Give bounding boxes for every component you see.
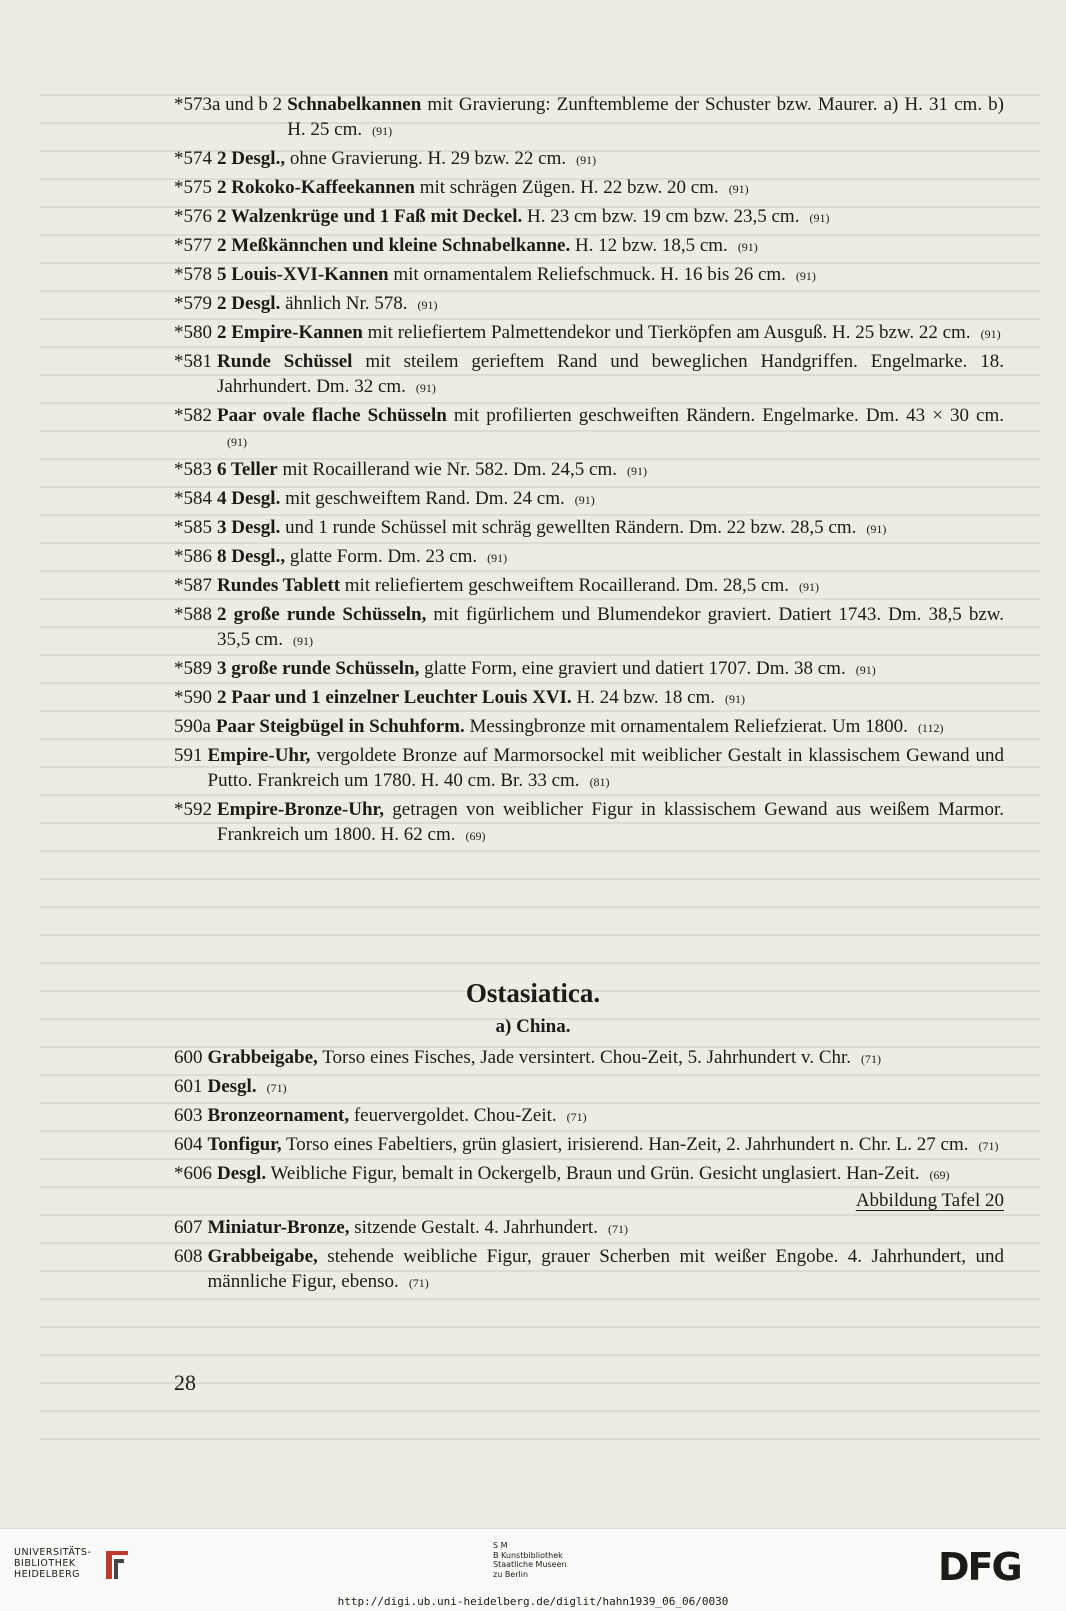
entry-title: 5 Louis-XVI-Kannen (217, 264, 389, 285)
entry-description (217, 349, 1004, 401)
catalog-entry (174, 233, 1004, 260)
entry-number: *579 (174, 293, 212, 314)
entry-title: 4 Desgl. (217, 488, 281, 509)
entry-reference: (91) (417, 298, 438, 312)
entry-text: mit reliefiertem geschweiftem Rocaillerand. Dm. 28,5 cm. (340, 575, 790, 596)
catalog-entry (174, 602, 1004, 654)
catalog-entry (174, 714, 1004, 741)
entry-description (208, 1074, 1005, 1101)
catalog-entry (174, 544, 1004, 571)
catalog-entry (174, 1161, 1004, 1213)
catalog-entry (174, 146, 1004, 173)
entry-text: stehende weibliche Figur, grauer Scherben mit weißer Engobe. 4. Jahrhundert, und männliche Figur, ebenso. (207, 1246, 1004, 1292)
entry-description (217, 320, 1004, 347)
entry-description (217, 602, 1004, 654)
plate-reference: Abbildung Tafel 20 (855, 1190, 1004, 1211)
dfg-logo[interactable]: DFG (938, 1545, 1021, 1589)
entry-description (217, 204, 1004, 231)
catalog-entry (174, 262, 1004, 289)
entry-title: 2 Paar und 1 einzelner Leuchter Louis XVI. (217, 687, 572, 708)
entry-title: Miniatur-Bronze, (207, 1217, 350, 1238)
entry-reference: (81) (589, 775, 610, 789)
entry-description (217, 656, 1004, 683)
entry-text: glatte Form. Dm. 23 cm. (285, 546, 478, 567)
catalog-entry (174, 175, 1004, 202)
center-logo-line-2: B Kunstbibliothek (493, 1550, 563, 1560)
library-line-1: UNIVERSITÄTS- (14, 1547, 92, 1558)
entry-title: Tonfigur, (207, 1134, 282, 1155)
entry-title: 2 große runde Schüsseln, (217, 604, 427, 625)
entry-reference: (91) (227, 435, 247, 449)
entry-number: 608 (174, 1246, 203, 1267)
entry-title: 3 Desgl. (217, 517, 281, 538)
entry-title: Paar Steigbügel in Schuhform. (215, 716, 465, 737)
entry-text: mit profilierten geschweiften Rändern. Engelmarke. Dm. 43 × 30 cm. (446, 405, 1004, 426)
library-line-3: HEIDELBERG (14, 1569, 81, 1580)
catalog-entries (174, 92, 1004, 851)
catalog-entry (174, 1215, 1004, 1242)
entry-number: *582 (174, 405, 212, 426)
entry-description (287, 92, 1004, 144)
catalog-entry (174, 515, 1004, 542)
entry-text: mit reliefiertem Palmettendekor und Tierköpfen am Ausguß. H. 25 bzw. 22 cm. (362, 322, 971, 343)
entry-description (217, 146, 1004, 173)
entry-description (208, 1045, 1005, 1072)
page-number: 28 (174, 1370, 196, 1395)
entry-description (208, 1244, 1005, 1296)
entry-text: vergoldete Bronze auf Marmorsockel mit weiblicher Gestalt in klassischem Gewand und Putto. Frankreich um 1780. H. 40 cm. Br. 33 cm. (207, 745, 1004, 791)
entry-reference: (91) (576, 153, 597, 167)
entry-description (217, 515, 1004, 542)
entry-text: Torso eines Fabeltiers, grün glasiert, irisierend. Han-Zeit, 2. Jahrhundert n. Chr. L. 27 cm. (281, 1134, 969, 1155)
catalog-entry (174, 1132, 1004, 1159)
entry-number: *606 (174, 1163, 212, 1184)
library-line-2: BIBLIOTHEK (14, 1558, 76, 1569)
entry-description (208, 1103, 1005, 1130)
entry-reference: (69) (929, 1168, 950, 1182)
catalog-entry (174, 92, 1004, 144)
section-title: Ostasiatica. (465, 978, 601, 1008)
entry-reference: (71) (266, 1081, 287, 1095)
entry-title: Grabbeigabe, (207, 1047, 318, 1068)
entry-text: Messingbronze mit ornamentalem Reliefzierat. Um 1800. (464, 716, 908, 737)
entry-title: 2 Meßkännchen und kleine Schnabelkanne. (217, 235, 571, 256)
catalog-entry (174, 349, 1004, 401)
entry-reference: (91) (372, 124, 393, 138)
entry-title: Paar ovale flache Schüsseln (217, 405, 447, 426)
entry-number: *580 (174, 322, 212, 343)
entry-number: *578 (174, 264, 212, 285)
entry-reference: (91) (728, 182, 749, 196)
entry-title: 8 Desgl., (217, 546, 286, 567)
entry-title: Rundes Tablett (217, 575, 341, 596)
catalog-entry (174, 204, 1004, 231)
footer-bar (0, 1528, 1066, 1611)
catalog-entry (174, 320, 1004, 347)
catalog-entry (174, 1103, 1004, 1130)
entry-description (208, 1132, 1005, 1159)
entry-text: feuervergoldet. Chou-Zeit. (349, 1105, 557, 1126)
entry-reference: (71) (978, 1139, 999, 1153)
entry-title: 2 Rokoko-Kaffeekannen (217, 177, 415, 198)
entry-text: H. 24 bzw. 18 cm. (571, 687, 716, 708)
entry-text: H. 23 cm bzw. 19 cm bzw. 23,5 cm. (522, 206, 800, 227)
kunstbibliothek-logo[interactable] (493, 1541, 567, 1579)
entry-description (217, 797, 1004, 849)
entry-reference: (91) (627, 464, 648, 478)
entry-title: Runde Schüssel (217, 351, 353, 372)
entry-title: Empire-Uhr, (207, 745, 311, 766)
catalog-entry (174, 656, 1004, 683)
entry-description (217, 573, 1004, 600)
entry-title: Schnabelkannen (287, 94, 422, 115)
entry-number: 607 (174, 1217, 203, 1238)
entry-number: *584 (174, 488, 212, 509)
entry-title: Grabbeigabe, (207, 1246, 318, 1267)
entry-text: Torso eines Fisches, Jade versintert. Chou-Zeit, 5. Jahrhundert v. Chr. (317, 1047, 852, 1068)
entry-number: 600 (174, 1047, 203, 1068)
entry-text: mit ornamentalem Reliefschmuck. H. 16 bis 26 cm. (388, 264, 786, 285)
center-logo-line-1: S M (493, 1541, 508, 1550)
entry-title: 2 Walzenkrüge und 1 Faß mit Deckel. (217, 206, 523, 227)
entry-title: 2 Desgl. (217, 293, 281, 314)
entry-reference: (91) (487, 551, 508, 565)
catalog-entry (174, 1074, 1004, 1101)
entry-reference: (91) (725, 692, 746, 706)
entry-reference: (91) (795, 269, 816, 283)
catalog-entry (174, 573, 1004, 600)
entry-text: glatte Form, eine graviert und datiert 1707. Dm. 38 cm. (419, 658, 846, 679)
entry-description (217, 403, 1004, 455)
entry-number: *583 (174, 459, 212, 480)
entry-reference: (71) (566, 1110, 587, 1124)
entry-title: 6 Teller (217, 459, 278, 480)
entry-description (208, 743, 1005, 795)
entry-number: *581 (174, 351, 212, 372)
entry-text: mit geschweiftem Rand. Dm. 24 cm. (280, 488, 565, 509)
entry-reference: (71) (408, 1276, 429, 1290)
entry-description (217, 233, 1004, 260)
catalog-entry (174, 797, 1004, 849)
entry-text: Weibliche Figur, bemalt in Ockergelb, Braun und Grün. Gesicht unglasiert. Han-Zeit. (266, 1163, 920, 1184)
entry-number: 601 (174, 1076, 203, 1097)
permalink-url[interactable]: http://digi.ub.uni-heidelberg.de/diglit/hahn1939_06_06/0030 (337, 1595, 729, 1608)
library-logo[interactable] (14, 1547, 154, 1580)
entry-text: ohne Gravierung. H. 29 bzw. 22 cm. (285, 148, 567, 169)
catalog-entry (174, 1244, 1004, 1296)
catalog-entry (174, 457, 1004, 484)
entry-text: mit steilem gerieftem Rand und beweglichen Handgriffen. Engelmarke. 18. Jahrhundert. Dm. 32 cm. (217, 351, 1004, 397)
entry-reference: (71) (607, 1222, 628, 1236)
entry-reference: (91) (415, 381, 436, 395)
entry-title: 3 große runde Schüsseln, (217, 658, 420, 679)
entry-description (217, 1161, 1004, 1213)
entry-title: Desgl. (217, 1163, 267, 1184)
entry-number: 603 (174, 1105, 203, 1126)
entry-number: *592 (174, 799, 212, 820)
catalog-entry (174, 743, 1004, 795)
entry-description (208, 1215, 1005, 1242)
entry-description (217, 457, 1004, 484)
entry-number: *573a und b 2 (174, 94, 283, 115)
entry-text: mit Rocaillerand wie Nr. 582. Dm. 24,5 cm. (277, 459, 618, 480)
entry-number: 604 (174, 1134, 203, 1155)
entry-text: mit figürlichem und Blumendekor graviert. Datiert 1743. Dm. 38,5 bzw. 35,5 cm. (217, 604, 1004, 650)
entry-number: *585 (174, 517, 212, 538)
catalog-entry (174, 403, 1004, 455)
entry-reference: (91) (574, 493, 595, 507)
entry-reference: (91) (809, 211, 830, 225)
entry-number: *586 (174, 546, 212, 567)
catalog-entries-china (174, 1045, 1004, 1298)
catalog-entry (174, 291, 1004, 318)
catalog-entry (174, 685, 1004, 712)
library-mark-icon (102, 1545, 132, 1585)
entry-description (217, 291, 1004, 318)
entry-text: getragen von weiblicher Figur in klassischem Gewand aus weißem Marmor. Frankreich um 1800. H. 62 cm. (217, 799, 1004, 845)
entry-description (217, 175, 1004, 202)
entry-reference: (71) (861, 1052, 882, 1066)
entry-text: ähnlich Nr. 578. (280, 293, 408, 314)
center-logo-line-4: zu Berlin (493, 1569, 529, 1579)
entry-reference: (91) (799, 580, 820, 594)
entry-number: 591 (174, 745, 203, 766)
entry-reference: (91) (866, 522, 887, 536)
entry-title: Desgl. (207, 1076, 257, 1097)
entry-description (217, 486, 1004, 513)
entry-number: *574 (174, 148, 212, 169)
entry-number: 590a (174, 716, 211, 737)
entry-title: 2 Empire-Kannen (217, 322, 363, 343)
entry-number: *587 (174, 575, 212, 596)
entry-description (217, 262, 1004, 289)
entry-reference: (91) (737, 240, 758, 254)
entry-description (216, 714, 1004, 741)
entry-reference: (91) (292, 634, 313, 648)
entry-text: und 1 runde Schüssel mit schräg gewellten Rändern. Dm. 22 bzw. 28,5 cm. (280, 517, 857, 538)
entry-text: mit Gravierung: Zunftembleme der Schuster bzw. Maurer. a) H. 31 cm. b) H. 25 cm. (287, 94, 1004, 140)
entry-title: 2 Desgl., (217, 148, 286, 169)
entry-description (217, 544, 1004, 571)
entry-number: *590 (174, 687, 212, 708)
entry-number: *575 (174, 177, 212, 198)
entry-text: sitzende Gestalt. 4. Jahrhundert. (349, 1217, 598, 1238)
entry-text: H. 12 bzw. 18,5 cm. (570, 235, 728, 256)
entry-number: *588 (174, 604, 212, 625)
center-logo-line-3: Staatliche Museen (493, 1560, 567, 1569)
catalog-entry (174, 486, 1004, 513)
entry-number: *576 (174, 206, 212, 227)
subsection-title: a) China. (495, 1016, 571, 1037)
entry-reference: (91) (980, 327, 1001, 341)
catalog-entry (174, 1045, 1004, 1072)
entry-text: mit schrägen Zügen. H. 22 bzw. 20 cm. (414, 177, 719, 198)
entry-number: *589 (174, 658, 212, 679)
entry-reference: (69) (465, 829, 486, 843)
entry-number: *577 (174, 235, 212, 256)
entry-title: Bronzeornament, (207, 1105, 350, 1126)
entry-title: Empire-Bronze-Uhr, (217, 799, 384, 820)
entry-reference: (91) (855, 663, 876, 677)
entry-reference: (112) (917, 721, 944, 735)
entry-description (217, 685, 1004, 712)
